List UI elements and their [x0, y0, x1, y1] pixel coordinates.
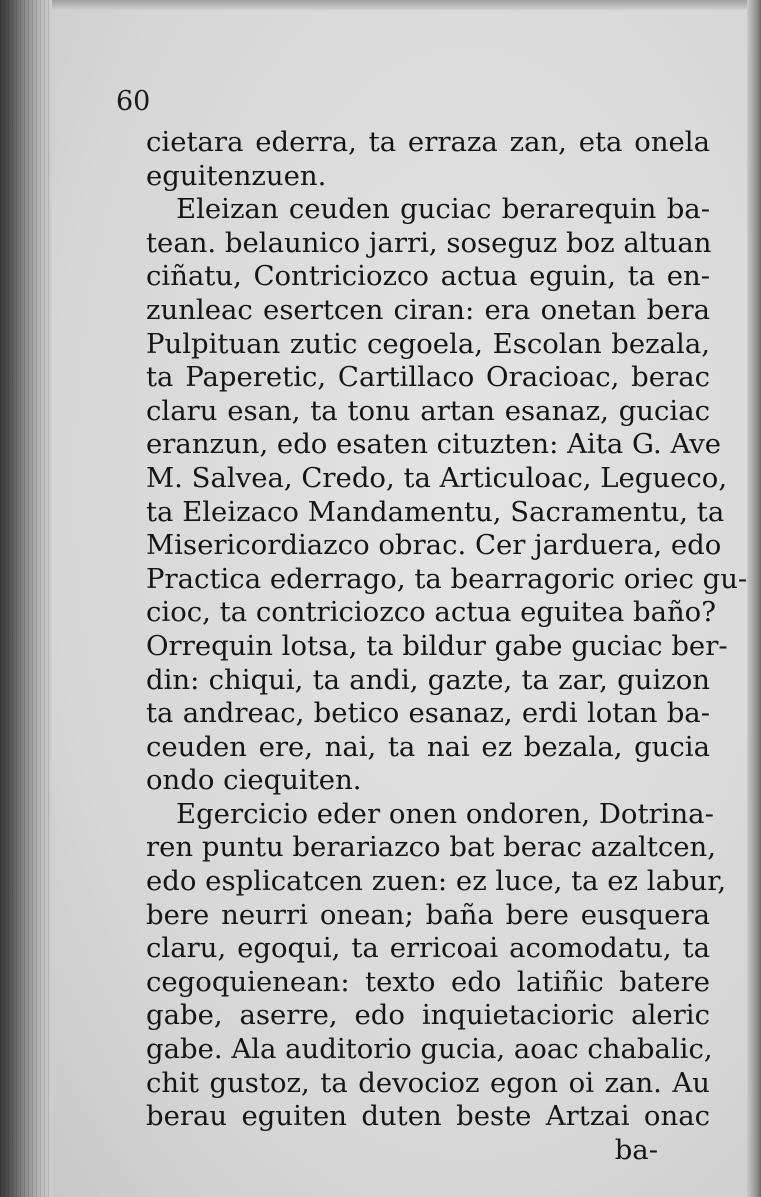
text-line: Misericordiazco obrac. Cer jarduera, edo: [146, 529, 722, 562]
text-line: ta Paperetic, Cartillaco Oracioac, berac: [146, 361, 710, 394]
text-line: ciñatu, Contriciozco actua eguin, ta en-: [146, 260, 710, 293]
text-line: cegoquienean: texto edo latiñic batere: [146, 965, 710, 998]
text-line: chit gustoz, ta devocioz egon oi zan. Au: [146, 1066, 710, 1099]
text-line: ren puntu berariazco bat berac azaltcen,: [146, 831, 716, 864]
text-line: gabe. Ala auditorio gucia, aoac chabalic,: [146, 1033, 713, 1066]
text-line: cietara ederra, ta erraza zan, eta onela: [146, 126, 710, 158]
text-line: Pulpituan zutic cegoela, Escolan bezala,: [146, 327, 710, 360]
page-right-edge: [747, 0, 761, 1197]
text-line: tean. belaunico jarri, soseguz boz altuan: [146, 226, 712, 259]
spine-page-edges: [0, 0, 52, 1197]
text-line: ceuden ere, nai, ta nai ez bezala, gucia: [146, 730, 710, 763]
text-line: Practica ederrago, ta bearragoric oriec gu-: [146, 562, 748, 595]
text-line: ba-: [614, 1133, 658, 1166]
body-text: [146, 126, 748, 1167]
text-line: Egercicio eder onen ondoren, Dotrina-: [176, 797, 714, 830]
text-line: ondo ciequiten.: [146, 764, 362, 797]
text-line: gabe, aserre, edo inquietacioric aleric: [146, 999, 710, 1032]
text-line: edo esplicatcen zuen: ez luce, ta ez labur,: [146, 865, 727, 898]
text-line: ta Eleizaco Mandamentu, Sacramentu, ta: [146, 495, 725, 528]
text-line: zunleac esertcen ciran: era onetan bera: [146, 293, 710, 326]
text-line: bere neurri onean; baña bere eusquera: [146, 898, 710, 931]
text-line: Eleizan ceuden guciac berarequin ba-: [176, 193, 710, 226]
text-line: Orrequin lotsa, ta bildur gabe guciac ber-: [146, 629, 728, 662]
text-line: M. Salvea, Credo, ta Articuloac, Legueco,: [146, 461, 728, 494]
text-line: cioc, ta contriciozco actua eguitea baño?: [146, 596, 716, 629]
text-line: claru esan, ta tonu artan esanaz, guciac: [146, 394, 710, 427]
text-line: ta andreac, betico esanaz, erdi lotan ba-: [146, 697, 710, 730]
text-line: din: chiqui, ta andi, gazte, ta zar, guizon: [146, 663, 710, 696]
text-line: claru, egoqui, ta erricoai acomodatu, ta: [146, 932, 710, 965]
page-number: 60: [116, 86, 151, 117]
text-line: eranzun, edo esaten cituzten: Aita G. Ave: [146, 428, 722, 461]
page-top-edge: [52, 0, 747, 10]
text-line: eguitenzuen.: [146, 159, 327, 192]
text-line: berau eguiten duten beste Artzai onac: [146, 1100, 710, 1133]
